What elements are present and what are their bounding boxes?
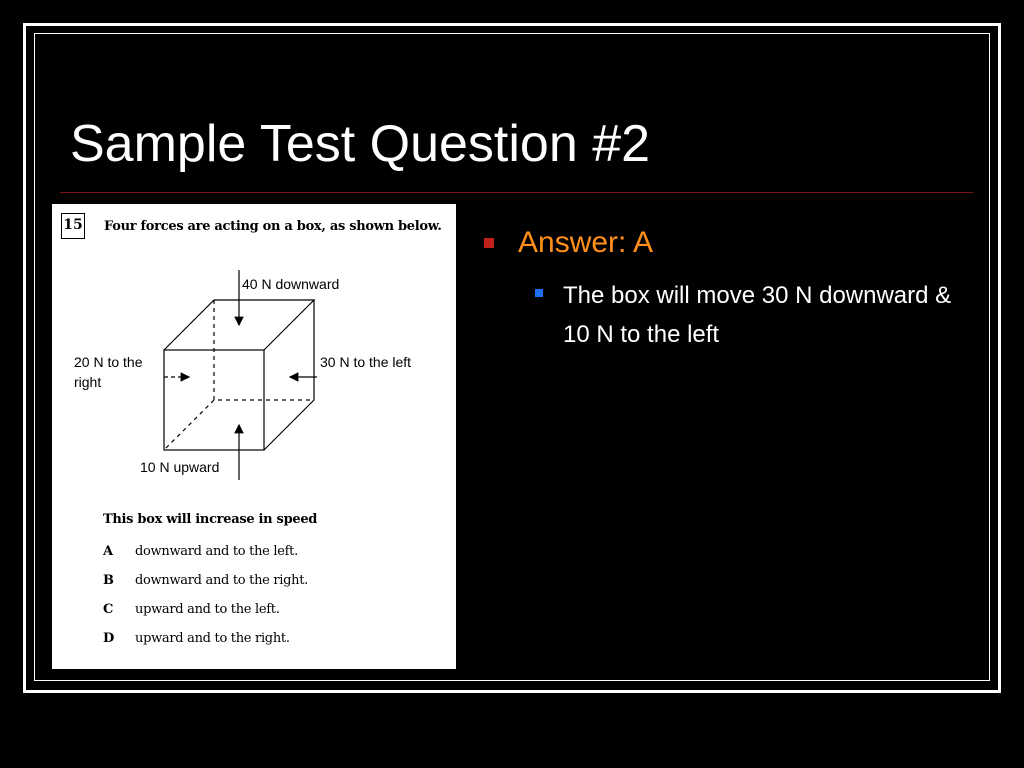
force-label-bottom: 10 N upward — [140, 459, 220, 475]
question-image — [52, 204, 456, 669]
choice-d — [103, 631, 443, 660]
choice-c — [103, 602, 443, 631]
choice-letter: A — [103, 544, 113, 559]
choice-b — [103, 573, 443, 602]
bullet-explanation — [482, 276, 962, 354]
force-label-top: 40 N downward — [242, 276, 340, 292]
choice-text: downward and to the right. — [135, 573, 309, 588]
choice-letter: C — [103, 602, 114, 617]
force-label-left: 20 N to the right — [74, 354, 143, 390]
force-label-right: 30 N to the left — [320, 354, 412, 370]
answer-explanation: The box will move 30 N downward & 10 N to the left — [563, 282, 952, 348]
question-number: 15 — [61, 213, 85, 239]
answer-heading: Answer: A — [518, 226, 654, 259]
choice-text: downward and to the left. — [135, 544, 298, 559]
choice-text: upward and to the left. — [135, 602, 280, 617]
choice-letter: D — [103, 631, 114, 646]
square-bullet-icon — [535, 289, 543, 297]
question-stem: Four forces are acting on a box, as shown below. — [104, 219, 442, 234]
title-divider — [60, 192, 973, 193]
choice-letter: B — [103, 573, 114, 588]
cube-hidden-edge-diagonal — [164, 400, 214, 450]
answer-bullets — [482, 224, 962, 354]
question-prompt: This box will increase in speed — [103, 512, 318, 527]
cube-right-edges — [264, 300, 314, 450]
answer-choices — [103, 544, 443, 660]
slide-title: Sample Test Question #2 — [70, 115, 651, 173]
square-bullet-icon — [484, 238, 494, 248]
choice-text: upward and to the right. — [135, 631, 290, 646]
choice-a — [103, 544, 443, 573]
bullet-answer — [482, 224, 962, 264]
